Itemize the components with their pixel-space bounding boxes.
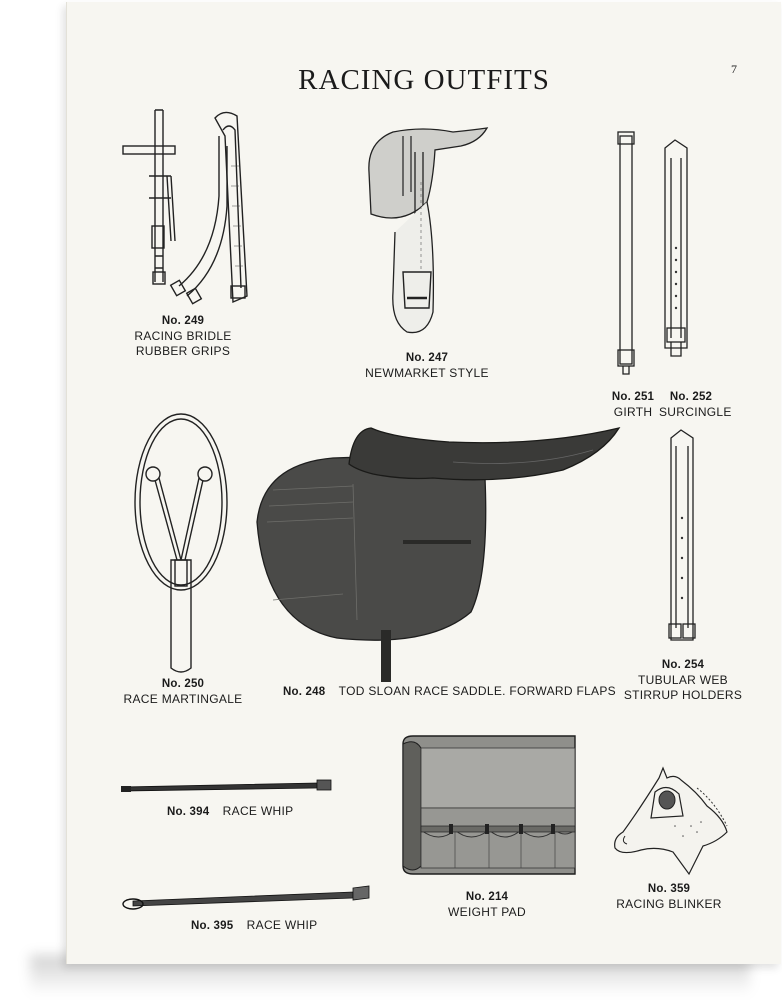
item-number: No. 248 (283, 686, 326, 698)
item-name: NEWMARKET STYLE (365, 366, 489, 380)
race-martingale-illustration (131, 410, 235, 678)
item-name: SURCINGLE (659, 405, 732, 419)
caption-no-394 (167, 804, 307, 820)
item-name: RACE MARTINGALE (123, 692, 243, 706)
item-name: RACE WHIP (246, 918, 318, 932)
girth-surcingle-illustration (613, 128, 703, 378)
caption-no-249 (115, 314, 251, 359)
item-name-line2: STIRRUP HOLDERS (623, 688, 743, 702)
item-name: WEIGHT PAD (448, 905, 526, 919)
item-number: No. 254 (661, 659, 705, 671)
racing-bridle-illustration (119, 106, 259, 311)
item-name: RACING BRIDLE (134, 329, 232, 343)
item-number: No. 251 (611, 391, 655, 403)
race-whip-394-illustration (121, 776, 335, 796)
caption-no-248 (283, 684, 616, 700)
item-number: No. 252 (669, 391, 713, 403)
item-number: No. 359 (647, 883, 691, 895)
item-number: No. 249 (161, 315, 205, 327)
caption-no-359 (607, 882, 731, 912)
item-number: No. 394 (167, 806, 210, 818)
page-number: 7 (731, 62, 737, 76)
item-number: No. 247 (405, 352, 449, 364)
newmarket-saddle-illustration (363, 122, 491, 342)
item-name: TOD SLOAN RACE SADDLE. FORWARD FLAPS (338, 684, 616, 698)
caption-no-247 (357, 351, 497, 381)
caption-no-251 (603, 390, 663, 420)
page-title: RACING OUTFITS (298, 64, 550, 96)
caption-no-395 (191, 918, 341, 934)
caption-no-254 (623, 658, 743, 703)
caption-no-252 (659, 390, 732, 420)
item-number: No. 250 (161, 678, 205, 690)
caption-no-214 (427, 890, 547, 920)
weight-pad-illustration (399, 734, 579, 884)
stirrup-holders-illustration (663, 428, 703, 660)
item-name: RACE WHIP (222, 804, 294, 818)
item-name-line2: RUBBER GRIPS (135, 344, 231, 358)
item-number: No. 395 (191, 920, 234, 932)
item-name: RACING BLINKER (616, 897, 722, 911)
tod-sloan-saddle-illustration (253, 424, 623, 686)
catalog-page (66, 2, 781, 964)
racing-blinker-illustration (611, 766, 731, 881)
item-number: No. 214 (465, 891, 509, 903)
race-whip-395-illustration (121, 882, 373, 912)
item-name: GIRTH (613, 405, 653, 419)
caption-no-250 (113, 677, 253, 707)
item-name: TUBULAR WEB (638, 673, 728, 687)
